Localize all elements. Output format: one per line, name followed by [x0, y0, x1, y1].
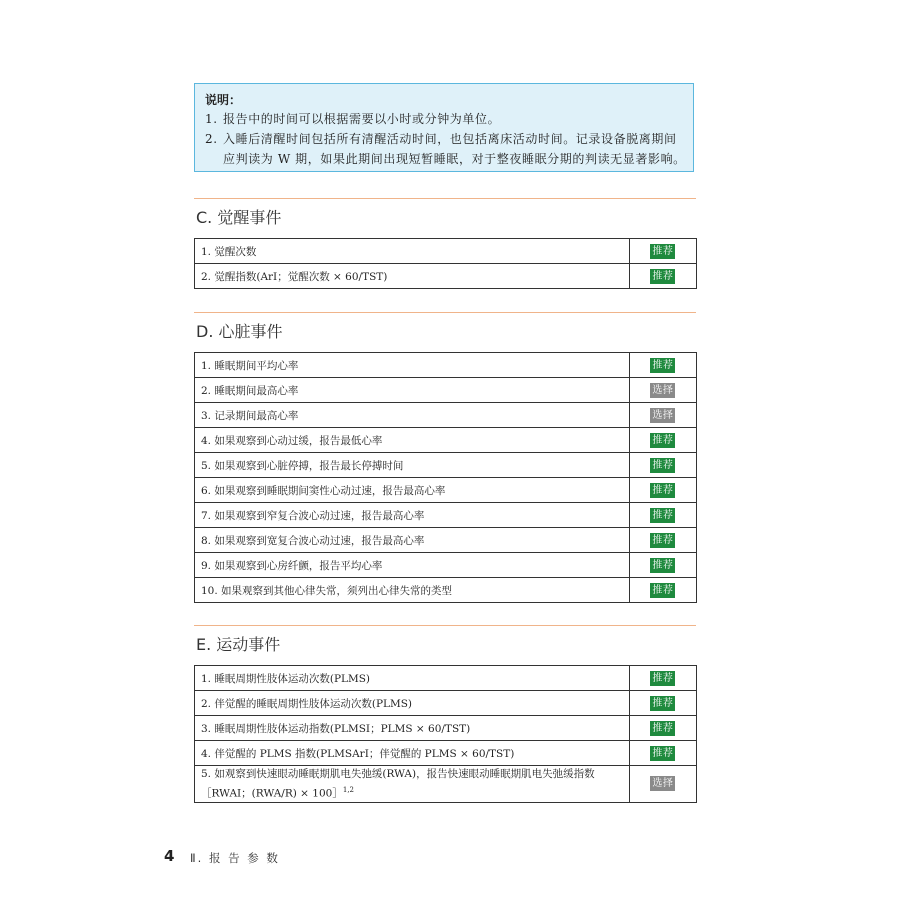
table-row [195, 716, 697, 741]
row-label: 10. 如果观察到其他心律失常，须列出心律失常的类型 [195, 578, 630, 603]
note-item-2 [205, 129, 683, 149]
row-label: 6. 如果观察到睡眠期间窦性心动过速，报告最高心率 [195, 478, 630, 503]
chapter-title: Ⅱ. 报 告 参 数 [190, 851, 280, 865]
row-label: 1. 觉醒次数 [195, 239, 630, 264]
note-item-text: 报告中的时间可以根据需要以小时或分钟为单位。 [223, 112, 501, 126]
recommend-badge: 推荐 [652, 697, 674, 709]
table-row [195, 378, 697, 403]
table-row [195, 741, 697, 766]
recommend-badge: 推荐 [652, 534, 674, 546]
note-title: 说明： [205, 93, 242, 107]
note-box [194, 83, 694, 172]
recommend-badge: 推荐 [652, 359, 674, 371]
table-movement-events [194, 665, 697, 803]
row-label: 1. 睡眠周期性肢体运动次数(PLMS) [195, 666, 630, 691]
table-row [195, 528, 697, 553]
row-label: 3. 记录期间最高心率 [195, 403, 630, 428]
recommend-badge: 推荐 [652, 584, 674, 596]
optional-badge: 选择 [652, 384, 674, 396]
recommend-badge: 推荐 [652, 434, 674, 446]
note-item-number: 1. [205, 112, 218, 126]
table-row [195, 578, 697, 603]
table-row [195, 691, 697, 716]
table-row [195, 553, 697, 578]
recommend-badge: 推荐 [652, 559, 674, 571]
table-row [195, 503, 697, 528]
row-label: 2. 伴觉醒的睡眠周期性肢体运动次数(PLMS) [195, 691, 630, 716]
recommend-badge: 推荐 [652, 509, 674, 521]
section-divider [194, 198, 696, 199]
note-item-number: 2. [205, 132, 218, 146]
recommend-badge: 推荐 [652, 722, 674, 734]
row-label: 4. 伴觉醒的 PLMS 指数(PLMSArI；伴觉醒的 PLMS × 60/TST) [195, 741, 630, 766]
table-row [195, 239, 697, 264]
table-row [195, 666, 697, 691]
row-formula: ［RWAI；(RWA/R) × 100］ [201, 787, 343, 800]
row-label [195, 766, 630, 803]
optional-badge: 选择 [652, 778, 674, 790]
recommend-badge: 推荐 [652, 747, 674, 759]
row-label: 4. 如果观察到心动过缓，报告最低心率 [195, 428, 630, 453]
note-item-text: 入睡后清醒时间包括所有清醒活动时间，也包括离床活动时间。记录设备脱离期间 [223, 132, 677, 146]
note-item-1 [205, 109, 683, 129]
table-row [195, 353, 697, 378]
table-row [195, 403, 697, 428]
section-title-d: D. 心脏事件 [196, 322, 283, 341]
page-number: 4 [164, 847, 175, 865]
table-row [195, 478, 697, 503]
table-arousal-events [194, 238, 697, 289]
row-label-line2 [201, 782, 623, 802]
recommend-badge: 推荐 [652, 270, 674, 282]
optional-badge: 选择 [652, 409, 674, 421]
row-label-line1: 5. 如观察到快速眼动睡眠期肌电失弛缓(RWA)，报告快速眼动睡眠期肌电失弛缓指数 [201, 768, 595, 780]
note-item-continuation: 应判读为 W 期，如果此期间出现短暂睡眠，对于整夜睡眠分期的判读无显著影响。 [223, 152, 686, 166]
row-label: 5. 如果观察到心脏停搏，报告最长停搏时间 [195, 453, 630, 478]
row-label: 1. 睡眠期间平均心率 [195, 353, 630, 378]
section-divider [194, 312, 696, 313]
recommend-badge: 推荐 [652, 672, 674, 684]
section-title-e: E. 运动事件 [196, 635, 281, 654]
row-label: 8. 如果观察到宽复合波心动过速，报告最高心率 [195, 528, 630, 553]
row-label: 7. 如果观察到窄复合波心动过速，报告最高心率 [195, 503, 630, 528]
row-label: 9. 如果观察到心房纤颤，报告平均心率 [195, 553, 630, 578]
table-row [195, 766, 697, 803]
table-row [195, 428, 697, 453]
row-label: 2. 睡眠期间最高心率 [195, 378, 630, 403]
recommend-badge: 推荐 [652, 245, 674, 257]
section-title-c: C. 觉醒事件 [196, 208, 282, 227]
section-divider [194, 625, 696, 626]
recommend-badge: 推荐 [652, 484, 674, 496]
row-label: 3. 睡眠周期性肢体运动指数(PLMSI；PLMS × 60/TST) [195, 716, 630, 741]
citation-superscript: 1,2 [342, 786, 354, 794]
table-cardiac-events [194, 352, 697, 603]
row-label: 2. 觉醒指数(ArI；觉醒次数 × 60/TST) [195, 264, 630, 289]
recommend-badge: 推荐 [652, 459, 674, 471]
table-row [195, 264, 697, 289]
table-row [195, 453, 697, 478]
